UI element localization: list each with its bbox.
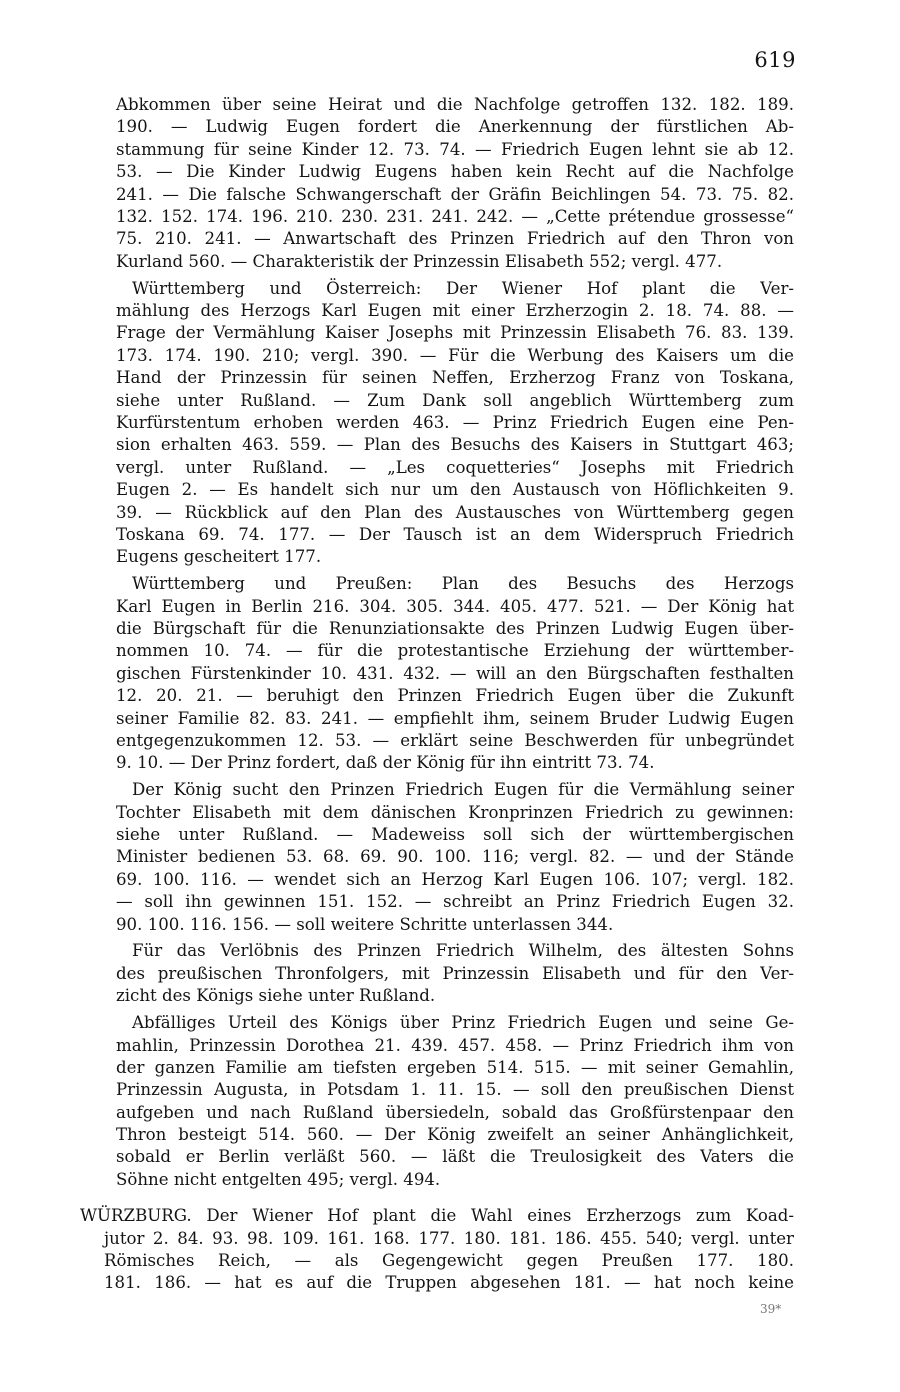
text-line: Hand der Prinzessin für seinen Neffen, Erzherzog Franz von Toskana, — [116, 368, 794, 388]
text-line: zicht des Königs siehe unter Rußland. — [116, 986, 436, 1006]
text-line: Thron besteigt 514. 560. — Der König zweifelt an seiner Anhänglichkeit, — [116, 1125, 794, 1145]
text-line: 173. 174. 190. 210; vergl. 390. — Für die Werbung des Kaisers um die — [116, 345, 794, 365]
text-line: 39. — Rückblick auf den Plan des Austausches von Württemberg gegen — [116, 502, 794, 522]
text-line: Abfälliges Urteil des Königs über Prinz Friedrich Eugen und seine Ge- — [132, 1013, 794, 1033]
text-line: Eugen 2. — Es handelt sich nur um den Austausch von Höflichkeiten 9. — [116, 480, 794, 500]
text-line: Eugens gescheitert 177. — [116, 547, 322, 567]
text-line: siehe unter Rußland. — Zum Dank soll angeblich Württemberg zum — [116, 390, 794, 410]
text-line: Kurfürstentum erhoben werden 463. — Prinz Friedrich Eugen eine Pen- — [116, 412, 794, 432]
text-line: — soll ihn gewinnen 151. 152. — schreibt an Prinz Friedrich Eugen 32. — [116, 892, 794, 912]
text-line: 181. 186. — hat es auf die Truppen abgesehen 181. — hat noch keine — [104, 1273, 794, 1293]
text-line: jutor 2. 84. 93. 98. 109. 161. 168. 177. 180. 181. 186. 455. 540; vergl. unter — [104, 1228, 794, 1248]
text-line: Toskana 69. 74. 177. — Der Tausch ist an dem Widerspruch Friedrich — [116, 524, 794, 544]
text-line: seiner Familie 82. 83. 241. — empfiehlt ihm, seinem Bruder Ludwig Eugen — [116, 708, 794, 728]
text-line: siehe unter Rußland. — Madeweiss soll sich der württembergischen — [116, 825, 794, 844]
text-line: entgegenzukommen 12. 53. — erklärt seine Beschwerden für unbegründet — [116, 730, 794, 750]
text-line: der ganzen Familie am tiefsten ergeben 514. 515. — mit seiner Gemahlin, — [116, 1057, 794, 1077]
text-line: nommen 10. 74. — für die protestantische Erziehung der württember- — [116, 641, 794, 661]
text-line: aufgeben und nach Rußland übersiedeln, sobald das Großfürstenpaar den — [116, 1102, 794, 1122]
index-entry — [116, 278, 794, 569]
text-line: Söhne nicht entgelten 495; vergl. 494. — [116, 1169, 441, 1189]
text-line: Prinzessin Augusta, in Potsdam 1. 11. 15. — soll den preußischen Dienst — [116, 1080, 794, 1100]
index-text — [80, 94, 794, 1295]
text-line: 12. 20. 21. — beruhigt den Prinzen Friedrich Eugen über die Zukunft — [116, 686, 794, 706]
text-line: Minister bedienen 53. 68. 69. 90. 100. 116; vergl. 82. — und der Stände — [116, 847, 794, 867]
text-line: mahlin, Prinzessin Dorothea 21. 439. 457. 458. — Prinz Friedrich ihm von — [116, 1035, 794, 1055]
text-line: gischen Fürstenkinder 10. 431. 432. — will an den Bürgschaften festhalten — [116, 663, 794, 683]
text-line: Abkommen über seine Heirat und die Nachfolge getroffen 132. 182. 189. — [116, 95, 794, 114]
text-line: 53. — Die Kinder Ludwig Eugens haben kein Recht auf die Nachfolge — [116, 162, 794, 182]
text-line: Württemberg und Österreich: Der Wiener Hof plant die Ver- — [132, 278, 794, 298]
text-line: Kurland 560. — Charakteristik der Prinzessin Elisabeth 552; vergl. 477. — [116, 251, 723, 271]
text-line: sion erhalten 463. 559. — Plan des Besuchs des Kaisers in Stuttgart 463; — [116, 435, 794, 455]
text-line: Römisches Reich, — als Gegengewicht gegen Preußen 177. 180. — [104, 1251, 794, 1271]
index-entry — [116, 94, 794, 273]
text-line: Karl Eugen in Berlin 216. 304. 305. 344. 405. 477. 521. — Der König hat — [116, 596, 794, 616]
index-entry — [116, 573, 794, 775]
text-line: WÜRZBURG. Der Wiener Hof plant die Wahl eines Erzherzogs zum Koad- — [80, 1206, 794, 1226]
text-line: die Bürgschaft für die Renunziationsakte des Prinzen Ludwig Eugen über- — [116, 618, 794, 638]
printer-signature: 39* — [760, 1302, 782, 1316]
text-line: 9. 10. — Der Prinz fordert, daß der König für ihn eintritt 73. 74. — [116, 753, 655, 773]
text-line: Für das Verlöbnis des Prinzen Friedrich Wilhelm, des ältesten Sohns — [132, 941, 794, 961]
text-line: des preußischen Thronfolgers, mit Prinzessin Elisabeth und für den Ver- — [116, 963, 794, 983]
text-line: stammung für seine Kinder 12. 73. 74. — Friedrich Eugen lehnt sie ab 12. — [116, 139, 794, 159]
text-line: 190. — Ludwig Eugen fordert die Anerkennung der fürstlichen Ab- — [116, 117, 794, 137]
text-line: sobald er Berlin verläßt 560. — läßt die Treulosigkeit des Vaters die — [116, 1147, 794, 1167]
text-line: 75. 210. 241. — Anwartschaft des Prinzen Friedrich auf den Thron von — [116, 229, 794, 249]
text-line: mählung des Herzogs Karl Eugen mit einer Erzherzogin 2. 18. 74. 88. — — [116, 301, 794, 321]
index-entry — [116, 940, 794, 1007]
index-entry — [116, 1012, 794, 1191]
text-line: Württemberg und Preußen: Plan des Besuchs des Herzogs — [132, 574, 794, 594]
text-line: 241. — Die falsche Schwangerschaft der Gräfin Beichlingen 54. 73. 75. 82. — [116, 184, 794, 204]
text-line: 132. 152. 174. 196. 210. 230. 231. 241. 242. — „Cette prétendue grossesse“ — [116, 206, 794, 226]
text-line: 90. 100. 116. 156. — soll weitere Schritte unterlassen 344. — [116, 914, 614, 934]
text-line: Tochter Elisabeth mit dem dänischen Kronprinzen Friedrich zu gewinnen: — [116, 802, 794, 822]
text-line: Frage der Vermählung Kaiser Josephs mit Prinzessin Elisabeth 76. 83. 139. — [116, 323, 794, 343]
text-line: vergl. unter Rußland. — „Les coquetteries“ Josephs mit Friedrich — [116, 457, 794, 477]
index-entry — [116, 779, 794, 936]
text-line: 69. 100. 116. — wendet sich an Herzog Karl Eugen 106. 107; vergl. 182. — [116, 869, 794, 889]
index-entry-wuerzburg — [80, 1205, 794, 1295]
text-line: Der König sucht den Prinzen Friedrich Eugen für die Vermählung seiner — [132, 780, 794, 800]
page-number: 619 — [754, 48, 796, 72]
